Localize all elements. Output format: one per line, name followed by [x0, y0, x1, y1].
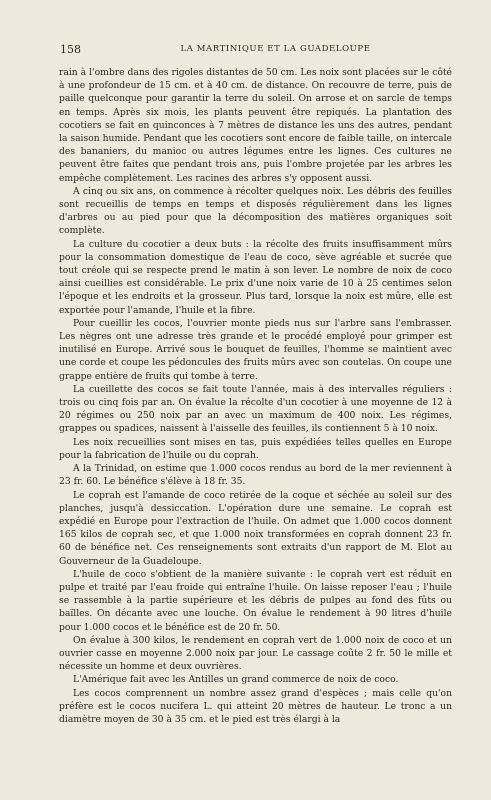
running-title: LA MARTINIQUE ET LA GUADELOUPE: [180, 44, 371, 54]
paragraph: La culture du cocotier a deux buts : la récolte des fruits insuffisamment mûrs pour la consommation domestique de l'eau de coco, sève agréable et sucrée que tout créole qui se respecte prend le matin à son lever. Le nombre de noix de coco ainsi cueillies est considérable. Le prix d'une noix varie de 10 à 25 centimes selon l'époque et les endroits et la grosseur. Plus tard, lorsque la noix est mûre, elle est exportée pour l'amande, l'huile et la fibre.: [59, 238, 452, 316]
paragraph: Les cocos comprennent un nombre assez grand d'espèces ; mais celle qu'on préfère est le cocos nucifera L. qui atteint 20 mètres de hauteur. Le tronc a un diamètre moyen de 30 à 35 cm. et le pied est très élargi à la: [59, 687, 452, 725]
page-header: [60, 43, 451, 59]
paragraph: A la Trinidad, on estime que 1.000 cocos rendus au bord de la mer reviennent à 23 fr. 60. Le bénéfice s'élève à 18 fr. 35.: [59, 463, 452, 488]
paragraph: Le coprah est l'amande de coco retirée de la coque et séchée au soleil sur des planches, jusqu'à dessiccation. L'opération dure une semaine. Le coprah est expédié en Europe pour l'extraction de l'huile. On admet que 1.000 cocos donnent 165 kilos de coprah sec, et que 1.000 noix transformées en coprah donnent 23 fr. 60 de bénéfice net. Ces renseignements sont extraits d'un rapport de M. Elot au Gouverneur de la Guadeloupe.: [59, 489, 452, 567]
paragraph: L'huile de coco s'obtient de la manière suivante : le coprah vert est réduit en pulpe et traité par l'eau froide qui entraîne l'huile. On laisse reposer l'eau ; l'huile se rassemble à la partie supérieure et les débris de pulpes au fond des fûts ou baïlles. On décante avec une louche. On évalue le rendement à 90 litres d'huile pour 1.000 cocos et le bénéfice est de 20 fr. 50.: [59, 568, 452, 633]
paragraph: La cueillette des cocos se fait toute l'année, mais à des intervalles réguliers : trois ou cinq fois par an. On évalue la récolte d'un cocotier à une moyenne de 12 à 20 régimes ou 250 noix par an avec un maximum de 400 noix. Les régimes, grappes ou spadices, naissent à l'aisselle des feuilles, ils contiennent 5 à 10 noix.: [59, 383, 452, 435]
paragraph: On évalue à 300 kilos, le rendement en coprah vert de 1.000 noix de coco et un ouvrier casse en moyenne 2.000 noix par jour. Le cassage coûte 2 fr. 50 le mille et nécessite un homme et deux ouvrières.: [59, 634, 452, 673]
body-text: [59, 66, 452, 726]
paragraph: rain à l'ombre dans des rigoles distantes de 50 cm. Les noix sont placées sur le côté à une profondeur de 15 cm. et à 40 cm. de distance. On recouvre de terre, puis de paille quelconque pour garantir la terre du soleil. On arrose et on sarcle de temps en temps. Après six mois, les plants peuvent être repiqués. La plantation des cocotiers se fait en quinconces à 7 mètres de distance les uns des autres, pendant la saison humide. Pendant que les cocotiers sont encore de faible taille, on intercale des bananiers, du manioc ou autres légumes entre les lignes. Ces cultures ne peuvent être faites que pendant trois ans, puis l'ombre projetée par les arbres les empêche complètement. Les racines des arbres s'y opposent aussi.: [59, 67, 452, 184]
paragraph: A cinq ou six ans, on commence à récolter quelques noix. Les débris des feuilles sont recueillis de temps en temps et disposés régulièrement dans les lignes d'arbres ou au pied pour que la décomposition des matières organiques soit complète.: [59, 185, 452, 237]
page-number: 158: [60, 43, 81, 56]
paragraph: Les noix recueillies sont mises en tas, puis expédiées telles quelles en Europe pour la fabrication de l'huile ou du coprah.: [59, 436, 452, 461]
paragraph: L'Amérique fait avec les Antilles un grand commerce de noix de coco.: [73, 674, 399, 686]
paragraph: Pour cueillir les cocos, l'ouvrier monte pieds nus sur l'arbre sans l'embrasser. Les nègres ont une adresse très grande et le procédé employé pour grimper est inutilisé en Europe. Arrivé sous le bouquet de feuilles, l'homme se maintient avec une corde et coupe les pédoncules des fruits mûrs avec son coutelas. On coupe une grappe entière de fruits qui tombe à terre.: [59, 317, 452, 382]
